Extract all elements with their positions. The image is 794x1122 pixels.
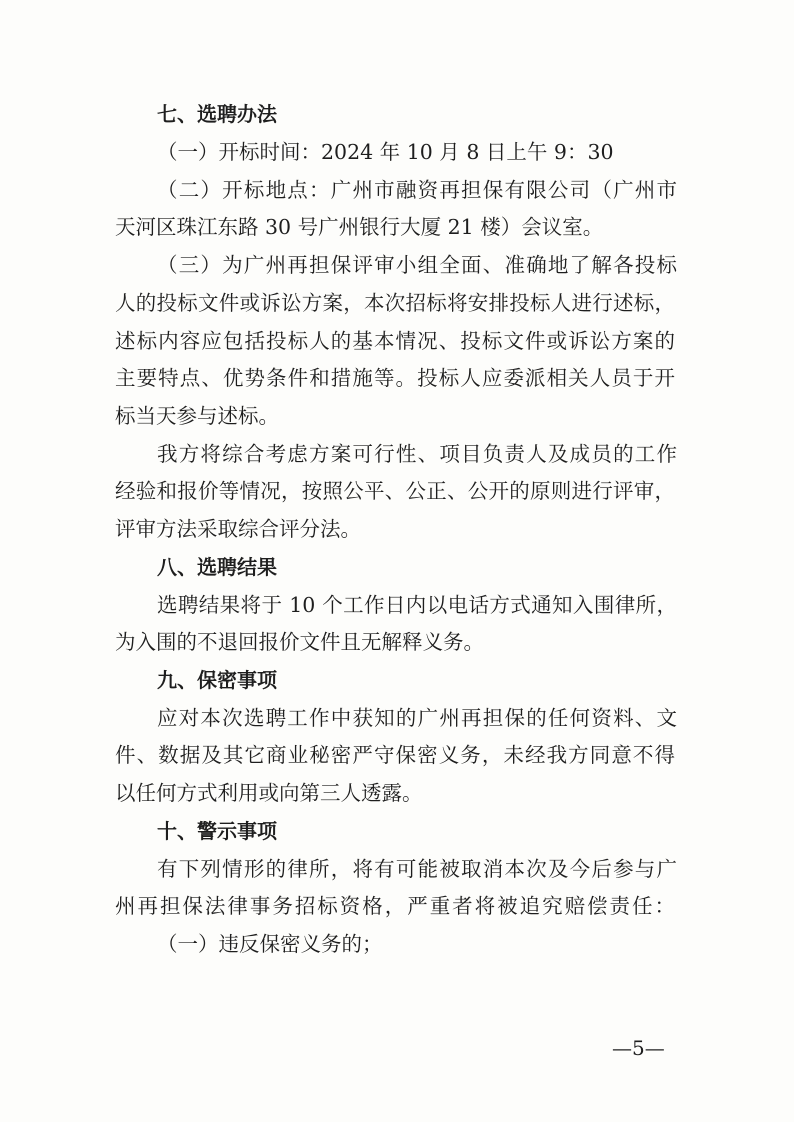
paragraph-line: 选聘结果将于 10 个工作日内以电话方式通知入围律所， [157, 593, 677, 617]
paragraph-line: 以任何方式利用或向第三人透露。 [115, 781, 423, 805]
paragraph-line: 有下列情形的律所，将有可能被取消本次及今后参与广 [157, 857, 677, 881]
paragraph-line: （一）违反保密义务的； [157, 932, 383, 956]
paragraph-line: 主要特点、优势条件和措施等。投标人应委派相关人员于开 [115, 366, 675, 390]
paragraph-line: （二）开标地点：广州市融资再担保有限公司（广州市 [157, 178, 677, 202]
section-heading-10: 十、警示事项 [157, 819, 277, 843]
paragraph-line: 天河区珠江东路 30 号广州银行大厦 21 楼）会议室。 [115, 215, 604, 239]
paragraph-line: 州再担保法律事务招标资格，严重者将被追究赔偿责任： [115, 894, 675, 918]
paragraph-line: 述标内容应包括投标人的基本情况、投标文件或诉讼方案的 [115, 329, 675, 353]
section-heading-8: 八、选聘结果 [157, 555, 277, 579]
paragraph-line: （三）为广州再担保评审小组全面、准确地了解各投标 [157, 253, 677, 277]
paragraph-line: 评审方法采取综合评分法。 [115, 517, 361, 541]
paragraph-line: 标当天参与述标。 [115, 404, 279, 428]
paragraph-line: 应对本次选聘工作中获知的广州再担保的任何资料、文 [157, 706, 677, 730]
paragraph-line: （一）开标时间：2024 年 10 月 8 日上午 9：30 [157, 140, 614, 164]
paragraph-line: 为入围的不退回报价文件且无解释义务。 [115, 630, 484, 654]
paragraph-line: 我方将综合考虑方案可行性、项目负责人及成员的工作 [157, 442, 677, 466]
section-heading-7: 七、选聘办法 [157, 102, 277, 126]
page-number: —5— [612, 1036, 665, 1060]
section-heading-9: 九、保密事项 [157, 668, 277, 692]
paragraph-line: 件、数据及其它商业秘密严守保密义务，未经我方同意不得 [115, 743, 675, 767]
paragraph-line: 人的投标文件或诉讼方案，本次招标将安排投标人进行述标， [115, 291, 675, 315]
paragraph-line: 经验和报价等情况，按照公平、公正、公开的原则进行评审， [115, 479, 675, 503]
